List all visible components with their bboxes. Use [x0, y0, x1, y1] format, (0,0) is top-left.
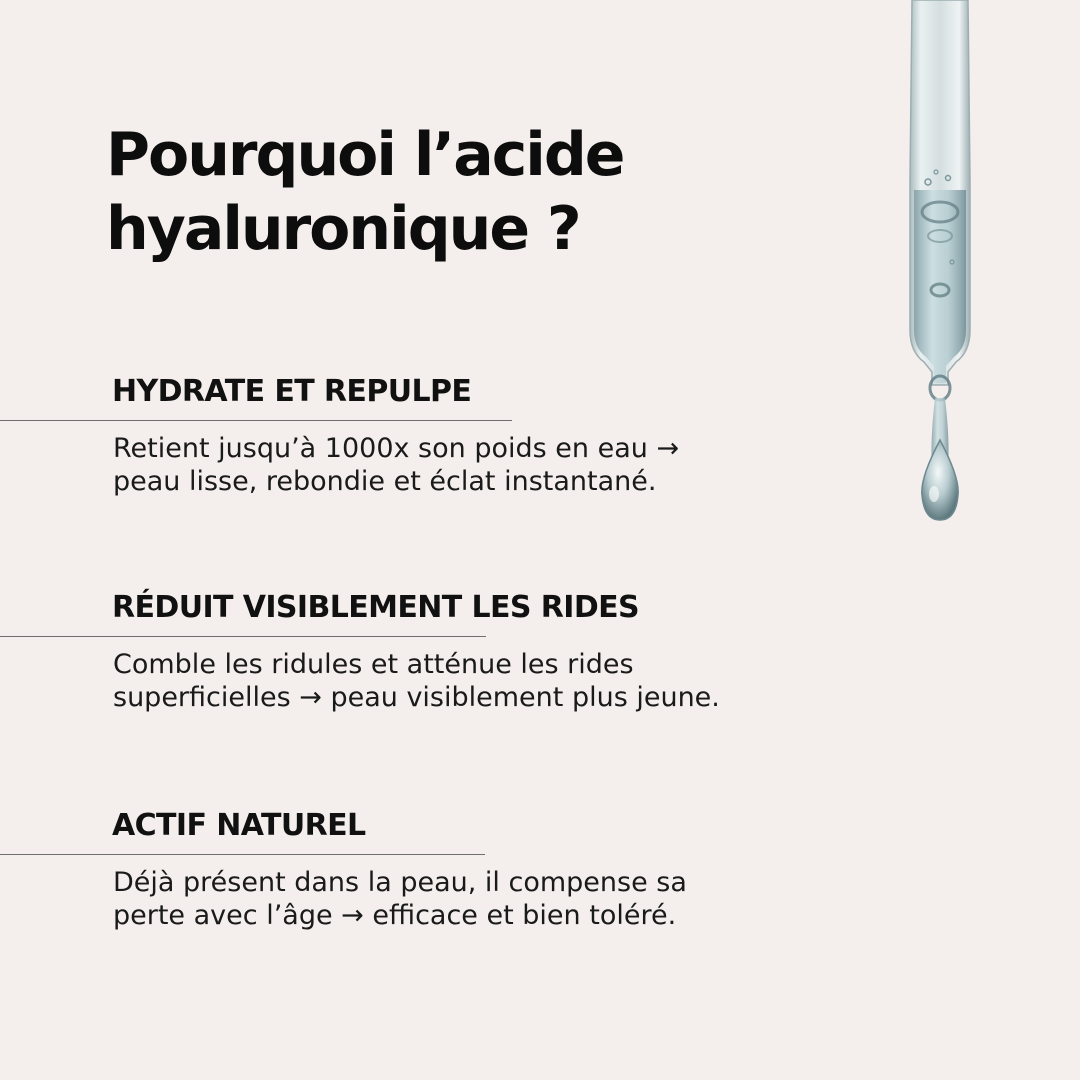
benefit-description-line-2: superficielles → peau visiblement plus jeune. [113, 682, 720, 713]
page-title [106, 118, 623, 266]
benefit-description-line-2: perte avec l’âge → efficace et bien toléré. [113, 900, 677, 931]
benefit-description-line-1: Retient jusqu’à 1000x son poids en eau → [113, 433, 680, 464]
benefit-description-line-1: Déjà présent dans la peau, il compense sa [113, 867, 687, 898]
benefit-description [113, 866, 687, 932]
benefit-description [113, 648, 720, 714]
benefit-description-line-1: Comble les ridules et atténue les rides [113, 649, 634, 680]
title-line-2: hyaluronique ? [106, 194, 580, 264]
benefit-heading: ACTIF NATUREL [112, 808, 366, 843]
benefit-description-line-2: peau lisse, rebondie et éclat instantané. [113, 466, 657, 497]
divider-line [0, 420, 512, 421]
benefit-description [113, 432, 679, 498]
divider-line [0, 636, 486, 637]
divider-line [0, 854, 485, 855]
benefit-heading: HYDRATE ET REPULPE [112, 374, 472, 409]
title-line-1: Pourquoi l’acide [106, 120, 624, 190]
serum-dropper-image [890, 0, 990, 530]
benefit-heading: RÉDUIT VISIBLEMENT LES RIDES [112, 590, 640, 625]
